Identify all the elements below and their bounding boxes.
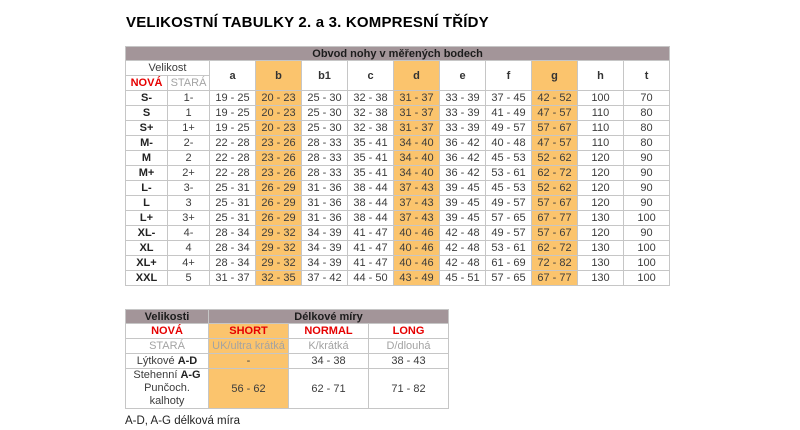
measure-value-h: 130 bbox=[578, 241, 624, 256]
measure-value-t: 80 bbox=[624, 106, 670, 121]
measure-value-e: 36 - 42 bbox=[440, 166, 486, 181]
measure-value-b1: 25 - 30 bbox=[302, 106, 348, 121]
col-header-b: b bbox=[256, 61, 302, 91]
measure-value-b: 29 - 32 bbox=[256, 226, 302, 241]
size-table bbox=[125, 46, 670, 286]
size-old-value: 4+ bbox=[168, 256, 210, 271]
measure-value-g: 62 - 72 bbox=[532, 166, 578, 181]
measure-value-h: 110 bbox=[578, 121, 624, 136]
measure-value-a: 19 - 25 bbox=[210, 106, 256, 121]
measure-value-g: 57 - 67 bbox=[532, 121, 578, 136]
measure-value-e: 33 - 39 bbox=[440, 91, 486, 106]
measure-value-b: 20 - 23 bbox=[256, 121, 302, 136]
measure-value-c: 41 - 47 bbox=[348, 256, 394, 271]
measure-value-g: 67 - 77 bbox=[532, 211, 578, 226]
size-new-value: S bbox=[126, 106, 168, 121]
measure-value-b: 20 - 23 bbox=[256, 91, 302, 106]
old-label: STARÁ bbox=[126, 339, 209, 354]
measure-value-c: 38 - 44 bbox=[348, 211, 394, 226]
calf-label bbox=[126, 354, 209, 369]
size-old-value: 1 bbox=[168, 106, 210, 121]
measure-value-d: 31 - 37 bbox=[394, 121, 440, 136]
old-long-label: D/dlouhá bbox=[369, 339, 449, 354]
measure-value-b1: 25 - 30 bbox=[302, 121, 348, 136]
measure-value-f: 53 - 61 bbox=[486, 166, 532, 181]
measure-value-e: 42 - 48 bbox=[440, 226, 486, 241]
measure-value-b1: 28 - 33 bbox=[302, 151, 348, 166]
measure-value-g: 62 - 72 bbox=[532, 241, 578, 256]
size-table-row bbox=[126, 136, 670, 151]
measure-value-a: 28 - 34 bbox=[210, 256, 256, 271]
measure-value-e: 39 - 45 bbox=[440, 196, 486, 211]
size-table-row bbox=[126, 181, 670, 196]
size-old-value: 3+ bbox=[168, 211, 210, 226]
measure-value-h: 110 bbox=[578, 106, 624, 121]
measure-value-d: 34 - 40 bbox=[394, 151, 440, 166]
size-old-value: 2+ bbox=[168, 166, 210, 181]
calf-label-text: Lýtkové bbox=[136, 354, 178, 367]
size-table-row bbox=[126, 121, 670, 136]
measure-value-t: 90 bbox=[624, 196, 670, 211]
length-row-thigh bbox=[126, 369, 449, 409]
measure-value-a: 25 - 31 bbox=[210, 196, 256, 211]
measure-value-b1: 28 - 33 bbox=[302, 166, 348, 181]
size-new-value: S+ bbox=[126, 121, 168, 136]
measure-value-b1: 28 - 33 bbox=[302, 136, 348, 151]
measure-value-a: 25 - 31 bbox=[210, 211, 256, 226]
size-table-row bbox=[126, 151, 670, 166]
col-header-d: d bbox=[394, 61, 440, 91]
lengths-header: Délkové míry bbox=[209, 310, 449, 324]
measure-header-row bbox=[126, 61, 670, 76]
length-row-calf bbox=[126, 354, 449, 369]
measure-value-d: 43 - 49 bbox=[394, 271, 440, 286]
measure-value-c: 32 - 38 bbox=[348, 106, 394, 121]
measure-value-d: 34 - 40 bbox=[394, 166, 440, 181]
measure-value-t: 80 bbox=[624, 136, 670, 151]
measure-value-f: 57 - 65 bbox=[486, 211, 532, 226]
size-new-value: M+ bbox=[126, 166, 168, 181]
measure-value-b: 23 - 26 bbox=[256, 166, 302, 181]
measure-value-g: 42 - 52 bbox=[532, 91, 578, 106]
measure-value-b1: 31 - 36 bbox=[302, 181, 348, 196]
measure-value-g: 52 - 62 bbox=[532, 181, 578, 196]
measure-value-g: 47 - 57 bbox=[532, 136, 578, 151]
calf-short-value: - bbox=[209, 354, 289, 369]
new-label: NOVÁ bbox=[126, 324, 209, 339]
measure-value-d: 37 - 43 bbox=[394, 181, 440, 196]
measure-value-e: 42 - 48 bbox=[440, 241, 486, 256]
length-old-row bbox=[126, 339, 449, 354]
measure-value-h: 130 bbox=[578, 271, 624, 286]
page-title: VELIKOSTNÍ TABULKY 2. a 3. KOMPRESNÍ TŘÍDY bbox=[126, 14, 489, 31]
measure-value-g: 57 - 67 bbox=[532, 226, 578, 241]
measure-value-b: 26 - 29 bbox=[256, 211, 302, 226]
size-table-row bbox=[126, 91, 670, 106]
measure-value-c: 41 - 47 bbox=[348, 226, 394, 241]
calf-long-value: 38 - 43 bbox=[369, 354, 449, 369]
measure-value-a: 19 - 25 bbox=[210, 91, 256, 106]
col-header-t: t bbox=[624, 61, 670, 91]
measure-value-b1: 25 - 30 bbox=[302, 91, 348, 106]
measure-value-h: 100 bbox=[578, 91, 624, 106]
measure-value-g: 72 - 82 bbox=[532, 256, 578, 271]
measure-value-b: 32 - 35 bbox=[256, 271, 302, 286]
measure-value-b: 29 - 32 bbox=[256, 256, 302, 271]
measure-value-e: 36 - 42 bbox=[440, 136, 486, 151]
measure-value-b: 23 - 26 bbox=[256, 136, 302, 151]
measure-value-g: 47 - 57 bbox=[532, 106, 578, 121]
measure-value-t: 100 bbox=[624, 211, 670, 226]
measure-value-a: 28 - 34 bbox=[210, 226, 256, 241]
measure-value-d: 40 - 46 bbox=[394, 256, 440, 271]
length-table bbox=[125, 309, 449, 409]
measure-value-c: 44 - 50 bbox=[348, 271, 394, 286]
thigh-long-value: 71 - 82 bbox=[369, 369, 449, 409]
col-header-h: h bbox=[578, 61, 624, 91]
measure-value-t: 100 bbox=[624, 256, 670, 271]
footnote: A-D, A-G délková míra bbox=[125, 415, 241, 427]
measure-value-f: 49 - 57 bbox=[486, 196, 532, 211]
measure-value-b1: 34 - 39 bbox=[302, 241, 348, 256]
measure-value-d: 40 - 46 bbox=[394, 226, 440, 241]
thigh-label-range: A-G bbox=[180, 369, 201, 381]
size-table-row bbox=[126, 211, 670, 226]
measure-value-f: 61 - 69 bbox=[486, 256, 532, 271]
measure-value-e: 39 - 45 bbox=[440, 211, 486, 226]
measure-value-e: 36 - 42 bbox=[440, 151, 486, 166]
measure-value-f: 49 - 57 bbox=[486, 121, 532, 136]
measure-value-e: 33 - 39 bbox=[440, 106, 486, 121]
measure-value-t: 90 bbox=[624, 166, 670, 181]
measure-value-h: 120 bbox=[578, 151, 624, 166]
measure-value-e: 39 - 45 bbox=[440, 181, 486, 196]
measure-value-b: 23 - 26 bbox=[256, 151, 302, 166]
measure-value-f: 40 - 48 bbox=[486, 136, 532, 151]
measure-value-f: 53 - 61 bbox=[486, 241, 532, 256]
measure-value-a: 22 - 28 bbox=[210, 151, 256, 166]
measure-value-a: 31 - 37 bbox=[210, 271, 256, 286]
measure-value-b: 20 - 23 bbox=[256, 106, 302, 121]
thigh-normal-value: 62 - 71 bbox=[289, 369, 369, 409]
measure-value-g: 67 - 77 bbox=[532, 271, 578, 286]
size-new-value: M bbox=[126, 151, 168, 166]
measure-value-d: 37 - 43 bbox=[394, 211, 440, 226]
measure-value-c: 38 - 44 bbox=[348, 181, 394, 196]
measure-value-t: 100 bbox=[624, 241, 670, 256]
measure-value-f: 57 - 65 bbox=[486, 271, 532, 286]
measure-value-b1: 34 - 39 bbox=[302, 256, 348, 271]
measure-value-c: 35 - 41 bbox=[348, 151, 394, 166]
measure-value-d: 31 - 37 bbox=[394, 91, 440, 106]
size-table-row bbox=[126, 106, 670, 121]
size-old-value: 1+ bbox=[168, 121, 210, 136]
thigh-label-text: Stehenní bbox=[133, 369, 181, 381]
col-header-b1: b1 bbox=[302, 61, 348, 91]
size-table-row bbox=[126, 256, 670, 271]
measure-value-b1: 34 - 39 bbox=[302, 226, 348, 241]
measure-value-a: 22 - 28 bbox=[210, 136, 256, 151]
size-old-value: 3 bbox=[168, 196, 210, 211]
measure-value-d: 31 - 37 bbox=[394, 106, 440, 121]
measure-value-h: 120 bbox=[578, 181, 624, 196]
size-table-row bbox=[126, 226, 670, 241]
size-header: Velikost bbox=[126, 61, 210, 76]
measure-value-c: 32 - 38 bbox=[348, 121, 394, 136]
col-header-e: e bbox=[440, 61, 486, 91]
measure-value-b: 26 - 29 bbox=[256, 181, 302, 196]
measure-value-h: 110 bbox=[578, 136, 624, 151]
measure-value-g: 52 - 62 bbox=[532, 151, 578, 166]
col-header-f: f bbox=[486, 61, 532, 91]
measure-value-t: 90 bbox=[624, 151, 670, 166]
measure-value-h: 120 bbox=[578, 226, 624, 241]
col-header-a: a bbox=[210, 61, 256, 91]
measure-value-f: 49 - 57 bbox=[486, 226, 532, 241]
size-old-value: 5 bbox=[168, 271, 210, 286]
measure-value-b: 29 - 32 bbox=[256, 241, 302, 256]
measure-value-d: 34 - 40 bbox=[394, 136, 440, 151]
measure-value-f: 45 - 53 bbox=[486, 181, 532, 196]
old-short-label: UK/ultra krátká bbox=[209, 339, 289, 354]
normal-header: NORMAL bbox=[289, 324, 369, 339]
measure-value-a: 22 - 28 bbox=[210, 166, 256, 181]
band-row bbox=[126, 47, 670, 61]
measure-value-b: 26 - 29 bbox=[256, 196, 302, 211]
length-band-row bbox=[126, 310, 449, 324]
size-old-value: 2 bbox=[168, 151, 210, 166]
size-old-value: 4 bbox=[168, 241, 210, 256]
size-table-row bbox=[126, 196, 670, 211]
measure-value-d: 40 - 46 bbox=[394, 241, 440, 256]
thigh-short-value: 56 - 62 bbox=[209, 369, 289, 409]
page-content bbox=[125, 8, 670, 427]
measure-value-t: 90 bbox=[624, 181, 670, 196]
measure-value-h: 120 bbox=[578, 166, 624, 181]
size-new-value: XL+ bbox=[126, 256, 168, 271]
measure-value-b1: 37 - 42 bbox=[302, 271, 348, 286]
col-header-g: g bbox=[532, 61, 578, 91]
thigh-label-line2: Punčoch. kalhoty bbox=[144, 382, 190, 407]
col-header-c: c bbox=[348, 61, 394, 91]
size-new-value: XXL bbox=[126, 271, 168, 286]
size-old-value: 1- bbox=[168, 91, 210, 106]
long-header: LONG bbox=[369, 324, 449, 339]
measure-value-f: 37 - 45 bbox=[486, 91, 532, 106]
measure-value-e: 45 - 51 bbox=[440, 271, 486, 286]
size-table-row bbox=[126, 241, 670, 256]
size-new-value: M- bbox=[126, 136, 168, 151]
measure-value-a: 25 - 31 bbox=[210, 181, 256, 196]
measure-value-b1: 31 - 36 bbox=[302, 196, 348, 211]
measure-value-t: 90 bbox=[624, 226, 670, 241]
size-new-value: L+ bbox=[126, 211, 168, 226]
measure-value-e: 33 - 39 bbox=[440, 121, 486, 136]
measure-value-a: 19 - 25 bbox=[210, 121, 256, 136]
size-table-row bbox=[126, 271, 670, 286]
size-new-value: XL- bbox=[126, 226, 168, 241]
measure-value-f: 45 - 53 bbox=[486, 151, 532, 166]
measure-value-c: 38 - 44 bbox=[348, 196, 394, 211]
measure-value-h: 130 bbox=[578, 256, 624, 271]
size-new-value: L- bbox=[126, 181, 168, 196]
old-normal-label: K/krátká bbox=[289, 339, 369, 354]
calf-label-range: A-D bbox=[177, 354, 198, 367]
measure-value-e: 42 - 48 bbox=[440, 256, 486, 271]
measure-value-t: 100 bbox=[624, 271, 670, 286]
calf-normal-value: 34 - 38 bbox=[289, 354, 369, 369]
measure-value-c: 35 - 41 bbox=[348, 136, 394, 151]
size-new-value: L bbox=[126, 196, 168, 211]
measure-value-f: 41 - 49 bbox=[486, 106, 532, 121]
size-new-value: XL bbox=[126, 241, 168, 256]
thigh-label bbox=[126, 369, 209, 409]
size-old-value: 4- bbox=[168, 226, 210, 241]
size-old-value: 2- bbox=[168, 136, 210, 151]
measure-value-c: 32 - 38 bbox=[348, 91, 394, 106]
size-new-value: S- bbox=[126, 91, 168, 106]
length-new-row bbox=[126, 324, 449, 339]
measure-value-d: 37 - 43 bbox=[394, 196, 440, 211]
new-size-header: NOVÁ bbox=[126, 76, 168, 91]
measure-value-t: 70 bbox=[624, 91, 670, 106]
measure-value-a: 28 - 34 bbox=[210, 241, 256, 256]
measure-value-b1: 31 - 36 bbox=[302, 211, 348, 226]
measure-value-h: 120 bbox=[578, 196, 624, 211]
sizes-header: Velikosti bbox=[126, 310, 209, 324]
measure-value-t: 80 bbox=[624, 121, 670, 136]
short-header: SHORT bbox=[209, 324, 289, 339]
measure-value-c: 35 - 41 bbox=[348, 166, 394, 181]
size-old-value: 3- bbox=[168, 181, 210, 196]
band-header: Obvod nohy v měřených bodech bbox=[126, 47, 670, 61]
measure-value-c: 41 - 47 bbox=[348, 241, 394, 256]
old-size-header: STARÁ bbox=[168, 76, 210, 91]
measure-value-h: 130 bbox=[578, 211, 624, 226]
measure-value-g: 57 - 67 bbox=[532, 196, 578, 211]
size-table-row bbox=[126, 166, 670, 181]
